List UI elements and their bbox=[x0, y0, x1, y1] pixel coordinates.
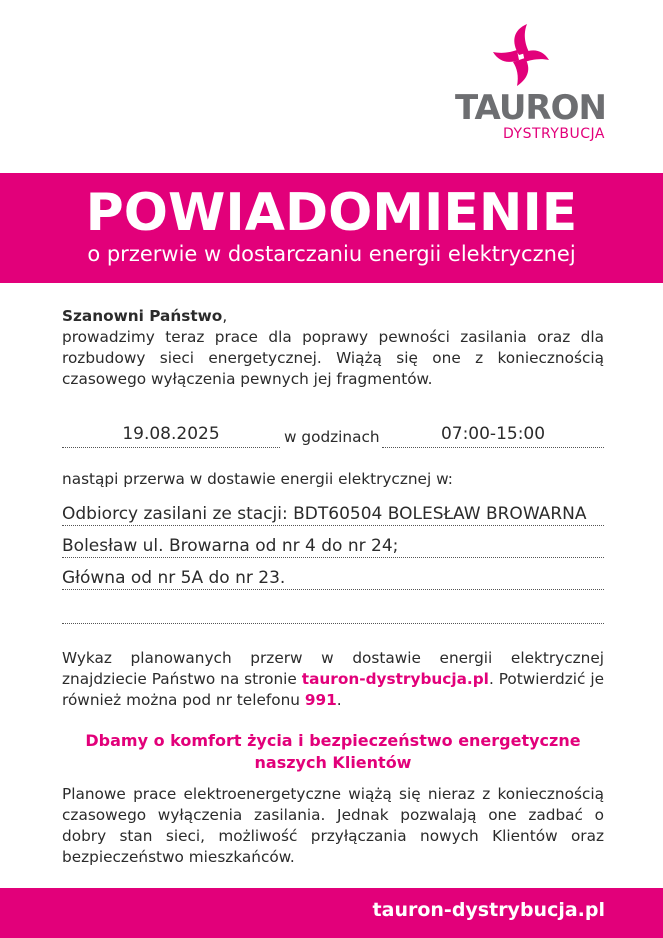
greeting bbox=[62, 306, 604, 327]
dotted-rule bbox=[62, 589, 604, 590]
location-text: Bolesław ul. Browarna od nr 4 do nr 24; bbox=[62, 536, 399, 556]
info-paragraph bbox=[62, 648, 604, 711]
dotted-rule bbox=[62, 557, 604, 558]
phone-number: 991 bbox=[304, 691, 337, 709]
location-line bbox=[62, 594, 604, 624]
info-text-1: Wykaz planowanych przerw w dostawie energii elektrycznej znajdziecie Państwo na stronie bbox=[62, 649, 604, 688]
slogan-line-1: Dbamy o komfort życia i bezpieczeństwo energetyczne bbox=[85, 731, 581, 750]
notice-title: POWIADOMIENIE bbox=[85, 183, 578, 243]
location-text: Główna od nr 5A do nr 23. bbox=[62, 568, 286, 588]
tauron-star-icon bbox=[493, 22, 551, 88]
brand-division: DYSTRYBUCJA bbox=[503, 126, 605, 142]
hours-dotted-line bbox=[382, 447, 604, 448]
dotted-rule bbox=[62, 623, 604, 624]
location-text: Odbiorcy zasilani ze stacji: BDT60504 BOLESŁAW BROWARNA bbox=[62, 504, 587, 524]
greeting-punctuation: , bbox=[222, 307, 228, 325]
slogan bbox=[62, 730, 604, 774]
hours-label: w godzinach bbox=[284, 428, 380, 446]
date-hours-row bbox=[62, 424, 604, 448]
brand-name: TAURON bbox=[455, 88, 606, 128]
location-line bbox=[62, 560, 604, 590]
outage-date: 19.08.2025 bbox=[122, 424, 220, 444]
slogan-line-2: naszych Klientów bbox=[254, 753, 412, 772]
dotted-rule bbox=[62, 525, 604, 526]
info-text-3: . bbox=[336, 691, 342, 709]
website-link[interactable]: tauron-dystrybucja.pl bbox=[301, 670, 489, 688]
date-dotted-line bbox=[62, 447, 280, 448]
footer-bar bbox=[0, 888, 663, 938]
notice-subtitle: o przerwie w dostarczaniu energii elektrycznej bbox=[87, 242, 576, 266]
letter-body bbox=[62, 306, 604, 390]
greeting-text: Szanowni Państwo bbox=[62, 307, 223, 325]
closing-paragraph: Planowe prace elektroenergetyczne wiążą się nieraz z koniecznością czasowego wyłączenia zasilania. Jednak pozwalają one zadbać o dobry stan sieci, możliwość przyłączania nowych Klientów oraz bezpieczeństwo mieszkańców. bbox=[62, 785, 604, 866]
location-line bbox=[62, 528, 604, 558]
outage-intro: nastąpi przerwa w dostawie energii elektrycznej w: bbox=[62, 470, 453, 488]
tauron-logo bbox=[455, 22, 605, 144]
intro-paragraph: prowadzimy teraz prace dla poprawy pewności zasilania oraz dla rozbudowy sieci energetycznej. Wiążą się one z koniecznością czasowego wyłączenia pewnych jej fragmentów. bbox=[62, 328, 604, 388]
notice-banner bbox=[0, 173, 663, 283]
outage-hours: 07:00-15:00 bbox=[440, 424, 546, 444]
info-text-2: . Potwierdzić je również można pod nr telefonu bbox=[62, 670, 604, 709]
footer-website-link[interactable]: tauron-dystrybucja.pl bbox=[372, 899, 605, 921]
location-line bbox=[62, 496, 604, 526]
